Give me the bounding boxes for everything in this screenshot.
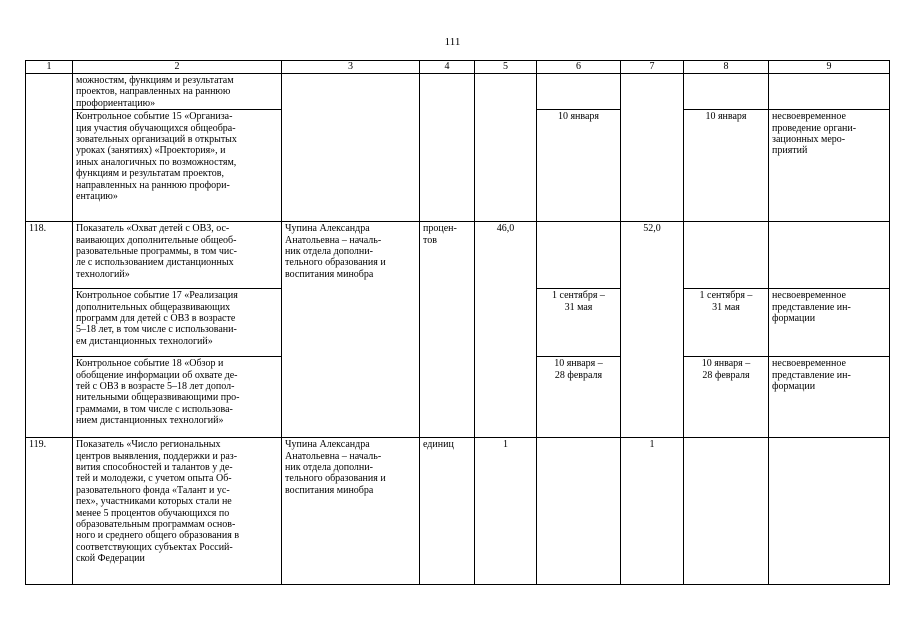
responsible-cell: Чупина Александра Анатольевна – началь- ник отдела дополни- тельного образования и воспитания минобра — [282, 438, 420, 585]
indicator-cell: Контрольное событие 15 «Организа- ция участия обучающихся общеобра- зовательных организаций в открытых уроках (занятиях) «Проектория», и иных аналогичных по возможностям, функциям и результатам проектов, направленных на раннюю профори- ентацию» — [73, 110, 282, 222]
responsible-cell — [282, 74, 420, 110]
responsible-cell: Чупина Александра Анатольевна – началь- ник отдела дополни- тельного образования и воспитания минобра — [282, 222, 420, 289]
target-value-cell — [621, 74, 684, 110]
num-cell: 118. — [26, 222, 73, 289]
indicator-cell: Показатель «Число региональных центров выявления, поддержки и раз- вития способностей и талантов у де- тей и молодежи, с учетом опыта Об- разовательного фонда «Талант и ус- пех», участниками которых стали не менее 5 процентов обучающихся по образовательным программам основ- ного и среднего общего образования в соответствующих субъектах Россий- ской Федерации — [73, 438, 282, 585]
risk-cell — [769, 222, 890, 289]
target-value-cell — [621, 289, 684, 357]
indicator-cell: можностям, функциям и результатам проектов, направленных на раннюю профориентацию» — [73, 74, 282, 110]
table-row-ks15 — [26, 110, 890, 222]
num-cell: 119. — [26, 438, 73, 585]
table-row-119 — [26, 438, 890, 585]
risk-cell: несвоевременное представление ин- формации — [769, 289, 890, 357]
num-cell — [26, 74, 73, 110]
header-cell-6: 6 — [537, 61, 621, 74]
target-value-cell — [621, 110, 684, 222]
header-cell-9: 9 — [769, 61, 890, 74]
target-value-cell — [621, 357, 684, 438]
indicator-cell: Показатель «Охват детей с ОВЗ, ос- ваивающих дополнительные общеоб- разовательные программы, в том чис- ле с использованием дистанционных технологий» — [73, 222, 282, 289]
date-cell: 10 января — [684, 110, 769, 222]
header-row — [26, 61, 890, 74]
data-table — [25, 60, 890, 585]
target-value-cell: 1 — [621, 438, 684, 585]
unit-cell: единиц — [420, 438, 475, 585]
num-cell — [26, 357, 73, 438]
header-cell-5: 5 — [475, 61, 537, 74]
risk-cell: несвоевременное проведение органи- зационных меро- приятий — [769, 110, 890, 222]
header-cell-2: 2 — [73, 61, 282, 74]
indicator-cell: Контрольное событие 17 «Реализация дополнительных общеразвивающих программ для детей с ОВЗ в возрасте 5–18 лет, в том числе с использовани- ем дистанционных технологий» — [73, 289, 282, 357]
num-cell — [26, 289, 73, 357]
date-cell: 1 сентября – 31 мая — [537, 289, 621, 357]
table-row-continuation — [26, 74, 890, 110]
base-value-cell: 1 — [475, 438, 537, 585]
base-value-cell — [475, 110, 537, 222]
header-cell-3: 3 — [282, 61, 420, 74]
date-cell — [684, 222, 769, 289]
num-cell — [26, 110, 73, 222]
date-cell — [684, 74, 769, 110]
indicator-cell: Контрольное событие 18 «Обзор и обобщение информации об охвате де- тей с ОВЗ в возрасте 5–18 лет допол- нительными общеразвивающими про- граммами, в том числе с использова- нием дистанционных технологий» — [73, 357, 282, 438]
table-row-ks17 — [26, 289, 890, 357]
base-value-cell — [475, 74, 537, 110]
header-cell-7: 7 — [621, 61, 684, 74]
date-cell — [537, 74, 621, 110]
base-value-cell — [475, 357, 537, 438]
risk-cell — [769, 438, 890, 585]
responsible-cell — [282, 289, 420, 357]
risk-cell — [769, 74, 890, 110]
page-number: 111 — [444, 36, 461, 48]
table-row-118 — [26, 222, 890, 289]
unit-cell — [420, 289, 475, 357]
date-cell — [537, 222, 621, 289]
date-cell — [537, 438, 621, 585]
date-cell: 10 января – 28 февраля — [684, 357, 769, 438]
unit-cell: процен- тов — [420, 222, 475, 289]
risk-cell: несвоевременное представление ин- формации — [769, 357, 890, 438]
target-value-cell: 52,0 — [621, 222, 684, 289]
date-cell: 1 сентября – 31 мая — [684, 289, 769, 357]
header-cell-8: 8 — [684, 61, 769, 74]
unit-cell — [420, 74, 475, 110]
header-cell-4: 4 — [420, 61, 475, 74]
responsible-cell — [282, 357, 420, 438]
header-cell-1: 1 — [26, 61, 73, 74]
base-value-cell: 46,0 — [475, 222, 537, 289]
date-cell: 10 января – 28 февраля — [537, 357, 621, 438]
date-cell: 10 января — [537, 110, 621, 222]
responsible-cell — [282, 110, 420, 222]
unit-cell — [420, 357, 475, 438]
base-value-cell — [475, 289, 537, 357]
date-cell — [684, 438, 769, 585]
unit-cell — [420, 110, 475, 222]
table-row-ks18 — [26, 357, 890, 438]
